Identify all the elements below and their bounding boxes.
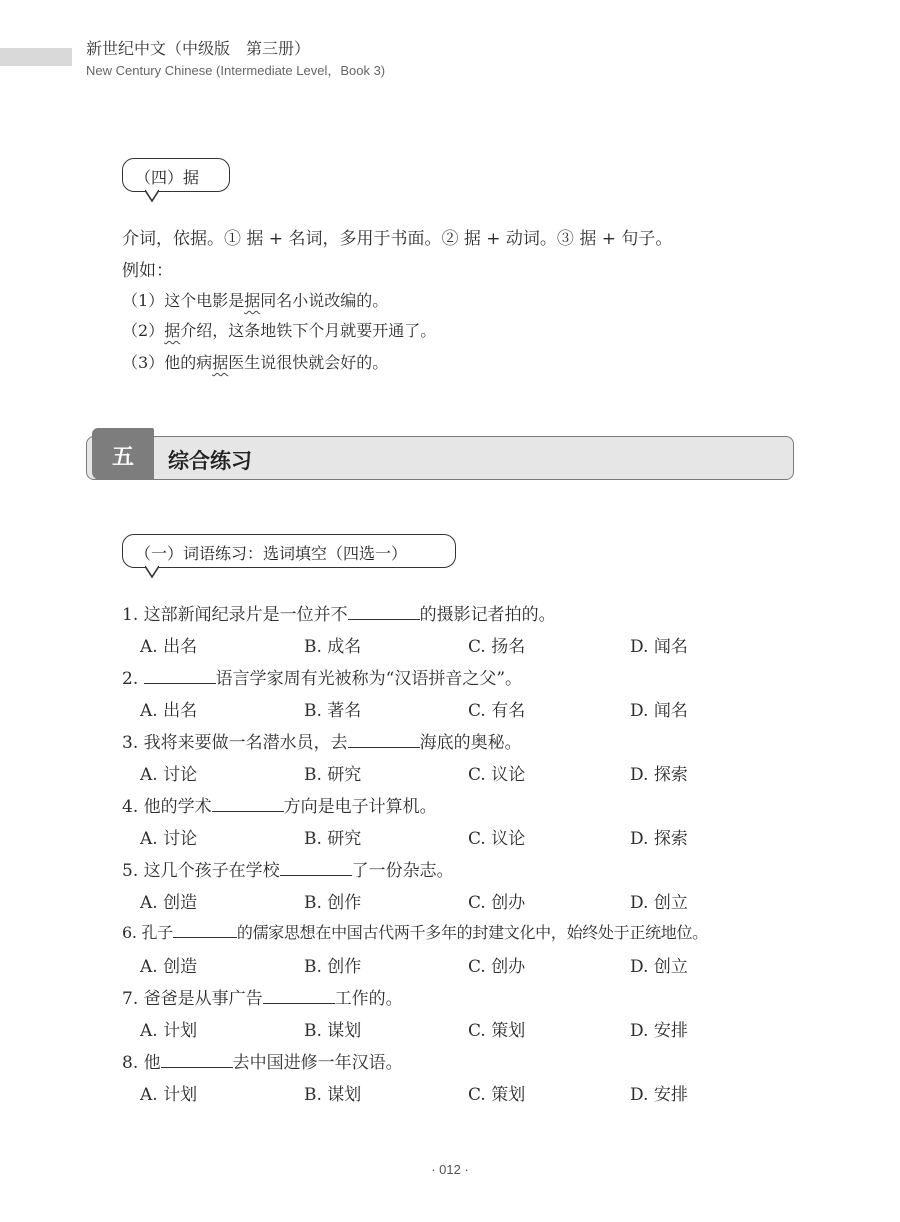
answer-blank bbox=[280, 861, 352, 876]
question-text bbox=[122, 728, 522, 753]
question-number: 7. bbox=[122, 989, 139, 1009]
example-text: 介绍，这条地铁下个月就要开通了。 bbox=[180, 321, 437, 340]
question-text bbox=[122, 856, 454, 881]
bubble-tail-icon bbox=[145, 565, 159, 579]
grammar-heading: （四）据 bbox=[135, 168, 200, 187]
option-b: B. 谋划 bbox=[304, 1021, 362, 1041]
question-pre: 孔子 bbox=[141, 923, 173, 942]
question-text bbox=[122, 920, 708, 943]
example-text: 他的病 bbox=[164, 353, 213, 372]
section-number-tab bbox=[92, 428, 154, 480]
question-post: 的摄影记者拍的。 bbox=[419, 605, 556, 625]
option-d: D. 安排 bbox=[630, 1085, 688, 1105]
answer-blank bbox=[161, 1053, 233, 1068]
option-d: D. 探索 bbox=[630, 765, 688, 785]
option-c: C. 议论 bbox=[468, 829, 526, 849]
option-b: B. 研究 bbox=[304, 765, 362, 785]
option-b: B. 著名 bbox=[304, 701, 362, 721]
option-c: C. 策划 bbox=[468, 1021, 526, 1041]
option-c: C. 有名 bbox=[468, 701, 526, 721]
question-post: 了一份杂志。 bbox=[351, 861, 454, 881]
option-b: B. 创作 bbox=[304, 957, 362, 977]
option-d: D. 闻名 bbox=[630, 701, 688, 721]
example-number: （1） bbox=[122, 291, 165, 310]
exercise-heading: （一）词语练习：选词填空（四选一） bbox=[135, 544, 408, 563]
question-number: 5. bbox=[122, 861, 139, 881]
answer-blank bbox=[348, 605, 420, 620]
answer-blank bbox=[263, 989, 335, 1004]
bubble-tail-icon bbox=[145, 189, 159, 203]
book-subtitle: New Century Chinese (Intermediate Level，Book 3) bbox=[86, 63, 386, 78]
question-pre: 他 bbox=[143, 1053, 161, 1073]
question-text bbox=[122, 600, 556, 625]
option-b: B. 谋划 bbox=[304, 1085, 362, 1105]
option-a: A. 创造 bbox=[140, 893, 198, 913]
section-number: 五 bbox=[111, 445, 134, 470]
question-post: 去中国进修一年汉语。 bbox=[232, 1053, 403, 1073]
option-c: C. 创办 bbox=[468, 893, 526, 913]
example-text: 医生说很快就会好的。 bbox=[228, 353, 389, 372]
question-number: 6. bbox=[122, 923, 137, 942]
option-b: B. 研究 bbox=[304, 829, 362, 849]
example-sentence bbox=[122, 350, 388, 373]
example-keyword: 据 bbox=[212, 353, 229, 372]
option-a: A. 讨论 bbox=[140, 765, 198, 785]
option-a: A. 讨论 bbox=[140, 829, 198, 849]
option-a: A. 计划 bbox=[140, 1021, 198, 1041]
question-text bbox=[122, 984, 403, 1009]
example-number: （2） bbox=[122, 321, 165, 340]
option-d: D. 安排 bbox=[630, 1021, 688, 1041]
question-post: 工作的。 bbox=[334, 989, 403, 1009]
example-sentence bbox=[122, 288, 388, 311]
option-a: A. 出名 bbox=[140, 637, 198, 657]
example-number: （3） bbox=[122, 353, 165, 372]
question-text bbox=[122, 664, 522, 689]
question-post: 方向是电子计算机。 bbox=[283, 797, 437, 817]
option-d: D. 闻名 bbox=[630, 637, 688, 657]
question-post: 海底的奥秘。 bbox=[419, 733, 522, 753]
option-a: A. 计划 bbox=[140, 1085, 198, 1105]
grammar-heading-bubble bbox=[122, 158, 230, 192]
example-text: 这个电影是 bbox=[164, 291, 245, 310]
answer-blank bbox=[144, 669, 216, 684]
example-keyword: 据 bbox=[244, 291, 261, 310]
example-label: 例如： bbox=[122, 261, 173, 281]
option-d: D. 创立 bbox=[630, 893, 688, 913]
section-title: 综合练习 bbox=[168, 449, 252, 473]
option-c: C. 扬名 bbox=[468, 637, 526, 657]
example-sentence bbox=[122, 318, 436, 341]
question-post: 语言学家周有光被称为“汉语拼音之父”。 bbox=[215, 669, 523, 689]
option-a: A. 出名 bbox=[140, 701, 198, 721]
question-post: 的儒家思想在中国古代两千多年的封建文化中，始终处于正统地位。 bbox=[236, 923, 708, 942]
question-pre: 他的学术 bbox=[143, 797, 212, 817]
question-number: 8. bbox=[122, 1053, 139, 1073]
question-number: 2. bbox=[122, 669, 139, 689]
book-title: 新世纪中文（中级版 第三册） bbox=[86, 39, 311, 58]
header-accent-bar bbox=[0, 48, 72, 66]
option-c: C. 议论 bbox=[468, 765, 526, 785]
example-keyword: 据 bbox=[164, 321, 181, 340]
grammar-explanation: 介词，依据。① 据 + 名词，多用于书面。② 据 + 动词。③ 据 + 句子。 bbox=[122, 229, 673, 249]
option-c: C. 创办 bbox=[468, 957, 526, 977]
answer-blank bbox=[348, 733, 420, 748]
question-pre: 这部新闻纪录片是一位并不 bbox=[143, 605, 348, 625]
example-text: 同名小说改编的。 bbox=[260, 291, 389, 310]
question-number: 1. bbox=[122, 605, 139, 625]
option-d: D. 探索 bbox=[630, 829, 688, 849]
answer-blank bbox=[173, 923, 237, 938]
answer-blank bbox=[212, 797, 284, 812]
question-number: 4. bbox=[122, 797, 139, 817]
option-a: A. 创造 bbox=[140, 957, 198, 977]
option-d: D. 创立 bbox=[630, 957, 688, 977]
option-b: B. 创作 bbox=[304, 893, 362, 913]
question-number: 3. bbox=[122, 733, 139, 753]
option-b: B. 成名 bbox=[304, 637, 362, 657]
question-text bbox=[122, 1048, 403, 1073]
question-pre: 爸爸是从事广告 bbox=[143, 989, 263, 1009]
question-text bbox=[122, 792, 437, 817]
page-number: · 012 · bbox=[431, 1162, 469, 1177]
question-pre: 这几个孩子在学校 bbox=[143, 861, 280, 881]
question-pre: 我将来要做一名潜水员，去 bbox=[143, 733, 348, 753]
exercise-heading-bubble bbox=[122, 534, 456, 568]
option-c: C. 策划 bbox=[468, 1085, 526, 1105]
